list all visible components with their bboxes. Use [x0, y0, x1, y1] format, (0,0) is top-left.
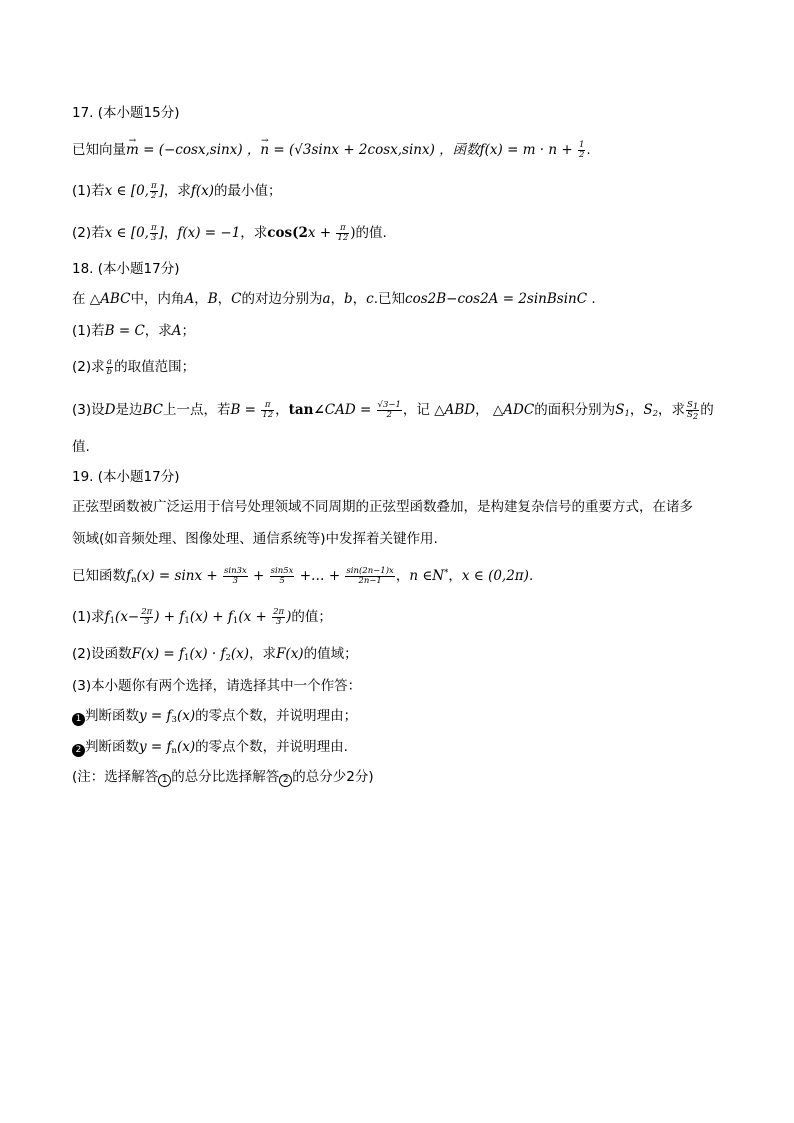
fx-expr: f(x): [190, 183, 214, 199]
subscript: 1: [624, 409, 630, 419]
paren: ): [286, 609, 292, 625]
text: 的值域；: [303, 646, 358, 662]
domain-n: n ∈N: [409, 568, 445, 584]
text: ，: [163, 225, 178, 241]
text: 上一点，若: [162, 402, 231, 418]
expr: (x) +: [189, 609, 228, 625]
expr: ) +: [154, 609, 180, 625]
text: 中，内角: [130, 291, 185, 307]
fraction-num: 2π: [273, 606, 285, 617]
q17-header: [72, 103, 732, 123]
q19-intro-2: [72, 529, 732, 549]
triangle-name: ABD: [444, 402, 476, 418]
var: c: [366, 291, 374, 307]
fraction-num: 1: [578, 139, 585, 150]
q19-intro-1: [72, 497, 732, 517]
equation: B =: [230, 402, 261, 418]
q18-part3: [72, 400, 732, 420]
var: D: [104, 402, 116, 418]
fraction-general: [345, 567, 394, 586]
fraction-num: sin3x: [223, 565, 247, 576]
expr: (x): [176, 708, 196, 724]
fraction-a-b: [106, 358, 113, 377]
part-label: (3)设: [72, 402, 105, 418]
ellipsis: +… +: [295, 568, 345, 584]
q17-stem: [72, 140, 732, 160]
equation: CAD =: [324, 402, 376, 418]
part-label: (1)若: [72, 183, 105, 199]
fraction-pi-2: [150, 182, 158, 201]
text: 的取值范围；: [114, 359, 196, 375]
q19-header: [72, 467, 732, 487]
var: f: [126, 568, 131, 584]
text: ，求: [249, 646, 277, 662]
var: f: [179, 609, 185, 625]
text: 正弦型函数被广泛运用于信号处理领域不同周期的正弦型函数叠加，是构建复杂信号的重要方式，在诸多: [72, 499, 693, 515]
text: ，: [194, 291, 208, 307]
fraction-num: π: [150, 222, 157, 233]
expr: F(x): [276, 646, 304, 662]
circled-one-icon: 1: [72, 713, 85, 726]
expr: (x−: [115, 609, 140, 625]
fraction-den: 2: [386, 409, 392, 420]
text: 的对边分别为: [241, 291, 323, 307]
fraction-pi-3: [150, 224, 158, 243]
text: ，求: [658, 402, 686, 418]
interval-expr: x ∈ [0,: [104, 225, 149, 241]
fraction-den: 2: [151, 190, 157, 201]
text: 的值.: [355, 225, 387, 241]
text: 的面积分别为: [534, 402, 616, 418]
subscript: 2: [692, 411, 699, 422]
tan-expr: tan∠: [288, 402, 325, 418]
text: ，求: [144, 323, 172, 339]
q19-part1: [72, 607, 732, 627]
fraction-num: a: [106, 356, 112, 367]
q18-header: [72, 259, 732, 279]
fx-equation: f(x) = −1: [177, 225, 241, 241]
bracket: ]: [158, 225, 164, 241]
text: 判断函数: [85, 739, 139, 755]
text: 判断函数: [85, 708, 139, 724]
q17-part2: [72, 223, 732, 243]
circled-two-icon: 2: [72, 744, 85, 757]
subscript: n: [131, 575, 137, 585]
fraction-sin3x: [223, 567, 248, 586]
var: f: [104, 609, 110, 625]
fraction-2pi-3: [140, 608, 153, 627]
text: 的最小值；: [214, 183, 282, 199]
fraction-sin5x: [270, 567, 295, 586]
text: 领域(如音频处理、图像处理、通信系统等)中发挥着关键作用.: [72, 531, 438, 547]
circled-two-icon: 2: [279, 774, 292, 787]
text: ，求: [240, 225, 268, 241]
paren: ): [350, 225, 356, 241]
subscript: 2: [225, 653, 231, 663]
text: ，: [217, 291, 232, 307]
q18-stem: [72, 289, 732, 309]
var: A: [171, 323, 182, 339]
q19-part2: [72, 644, 732, 664]
text: ，: [275, 402, 289, 418]
var: S: [615, 402, 625, 418]
q19-definition: [72, 566, 732, 586]
text: ，: [448, 568, 462, 584]
text: .: [587, 291, 596, 307]
fraction-den: 2n−1: [358, 575, 382, 586]
text: 的零点个数，并说明理由.: [195, 739, 348, 755]
part-label: (2)求: [72, 359, 105, 375]
var: f: [227, 609, 233, 625]
triangle-name: ABC: [100, 291, 131, 307]
q19-part3: [72, 676, 732, 696]
expr: F(x) = f: [131, 646, 185, 662]
period: .: [586, 142, 591, 158]
superscript: *: [444, 568, 449, 578]
plus: +: [248, 568, 269, 584]
fraction-den: 3: [151, 232, 157, 243]
text: 的: [700, 402, 714, 418]
fraction-pi-12: [336, 224, 349, 243]
text: 值.: [72, 439, 90, 455]
cos-arg: x +: [307, 225, 336, 241]
var: C: [231, 291, 242, 307]
vector-n-def: = (√3sinx + 2cosx,sinx) ，函数: [269, 142, 480, 158]
q17-stem-text: 已知向量: [72, 142, 126, 158]
fraction-den: 3: [144, 616, 150, 627]
vector-m: → m: [126, 140, 139, 160]
subscript: 2: [652, 409, 659, 419]
fraction-den: 12: [262, 409, 274, 420]
q18-header-text: 18. (本小题17分): [72, 261, 180, 277]
equation: (x) = sinx +: [136, 568, 222, 584]
var: b: [344, 291, 353, 307]
fraction-den: b: [106, 366, 113, 377]
text: 的零点个数，并说明理由；: [195, 708, 358, 724]
expr: (x): [177, 739, 196, 755]
var: S: [643, 402, 653, 418]
text: 的总分少2分): [292, 769, 374, 785]
var: B: [207, 291, 218, 307]
expr: (x): [230, 646, 250, 662]
expr: (x) · f: [189, 646, 226, 662]
q18-part2: [72, 357, 732, 377]
period: .: [528, 568, 534, 584]
subscript: 1: [692, 401, 699, 412]
fraction-den: 5: [279, 575, 285, 586]
subscript: 1: [184, 616, 190, 626]
fraction-num: sin(2n−1)x: [346, 565, 394, 576]
subscript: 1: [184, 653, 190, 663]
q19-choice-1: [72, 706, 732, 726]
interval-expr: x ∈ [0,: [104, 183, 149, 199]
text: ；: [181, 323, 196, 339]
fraction-num: π: [336, 224, 349, 234]
equation: B = C: [104, 323, 145, 339]
part-label: (2)设函数: [72, 646, 132, 662]
fraction-num: 2π: [141, 606, 153, 617]
fraction-den: 2: [578, 149, 585, 160]
fraction-num: sin5x: [270, 565, 294, 576]
q19-header-text: 19. (本小题17分): [72, 469, 180, 485]
fraction-den: 3: [275, 616, 282, 627]
fraction-num: π: [150, 180, 157, 191]
q19-choice-2: [72, 737, 732, 757]
text: ，: [330, 291, 345, 307]
text: (3)本小题你有两个选择，请选择其中一个作答：: [72, 678, 362, 694]
expr: y = f: [139, 708, 172, 724]
part-label: (1)若: [72, 323, 105, 339]
circled-one-icon: 1: [158, 774, 171, 787]
expr: (x +: [238, 609, 272, 625]
triangle-name: ADC: [503, 402, 535, 418]
domain-x: x ∈ (0,2π): [461, 568, 529, 584]
text: ，记 △: [402, 402, 445, 418]
var: a: [322, 291, 331, 307]
text: ， △: [475, 402, 504, 418]
text: ，求: [163, 183, 191, 199]
fraction-tan: [377, 401, 402, 420]
text: 已知函数: [72, 568, 126, 584]
subscript: 1: [232, 616, 239, 626]
fraction-num: √3−1: [377, 399, 401, 410]
fraction-half: [578, 141, 585, 160]
bracket: ]: [158, 183, 164, 199]
subscript: 1: [109, 616, 116, 626]
subscript: n: [171, 746, 178, 756]
q17-header-text: 17. (本小题15分): [72, 105, 180, 121]
vector-m-def: = (−cosx,sinx) ，: [138, 142, 261, 158]
text: .已知: [373, 291, 406, 307]
vector-n: → n: [260, 140, 269, 160]
expr: y = f: [139, 739, 172, 755]
condition-equation: cos2B−cos2A = 2sinBsinC: [405, 291, 588, 307]
subscript: 3: [171, 715, 177, 725]
text: ，: [352, 291, 367, 307]
text: (注：选择解答: [72, 769, 159, 785]
fraction-pi-12: [261, 401, 274, 420]
part-label: (2)若: [72, 225, 105, 241]
text: 的总分比选择解答: [171, 769, 280, 785]
var: S: [687, 409, 693, 420]
fraction-den: [686, 411, 699, 420]
fraction-2pi-3: [272, 608, 285, 627]
var: A: [184, 291, 195, 307]
q18-part1: [72, 321, 732, 341]
q18-part3-tail: [72, 437, 732, 457]
text: 的值；: [291, 609, 332, 625]
text: 是边: [115, 402, 143, 418]
function-f-def: f(x) = m · n +: [479, 142, 577, 158]
text: ，: [629, 402, 644, 418]
q17-part1: [72, 181, 732, 201]
cos-expr: cos(2: [267, 225, 308, 241]
var: S: [687, 399, 693, 410]
text: ，: [395, 568, 410, 584]
fraction-s1-s2: [686, 401, 699, 420]
fraction-den: 3: [232, 575, 239, 586]
text: 在 △: [72, 291, 101, 307]
var: BC: [142, 402, 163, 418]
fraction-den: 12: [337, 232, 349, 243]
fraction-num: π: [261, 401, 274, 411]
part-label: (1)求: [72, 609, 105, 625]
q19-note: [72, 767, 732, 787]
